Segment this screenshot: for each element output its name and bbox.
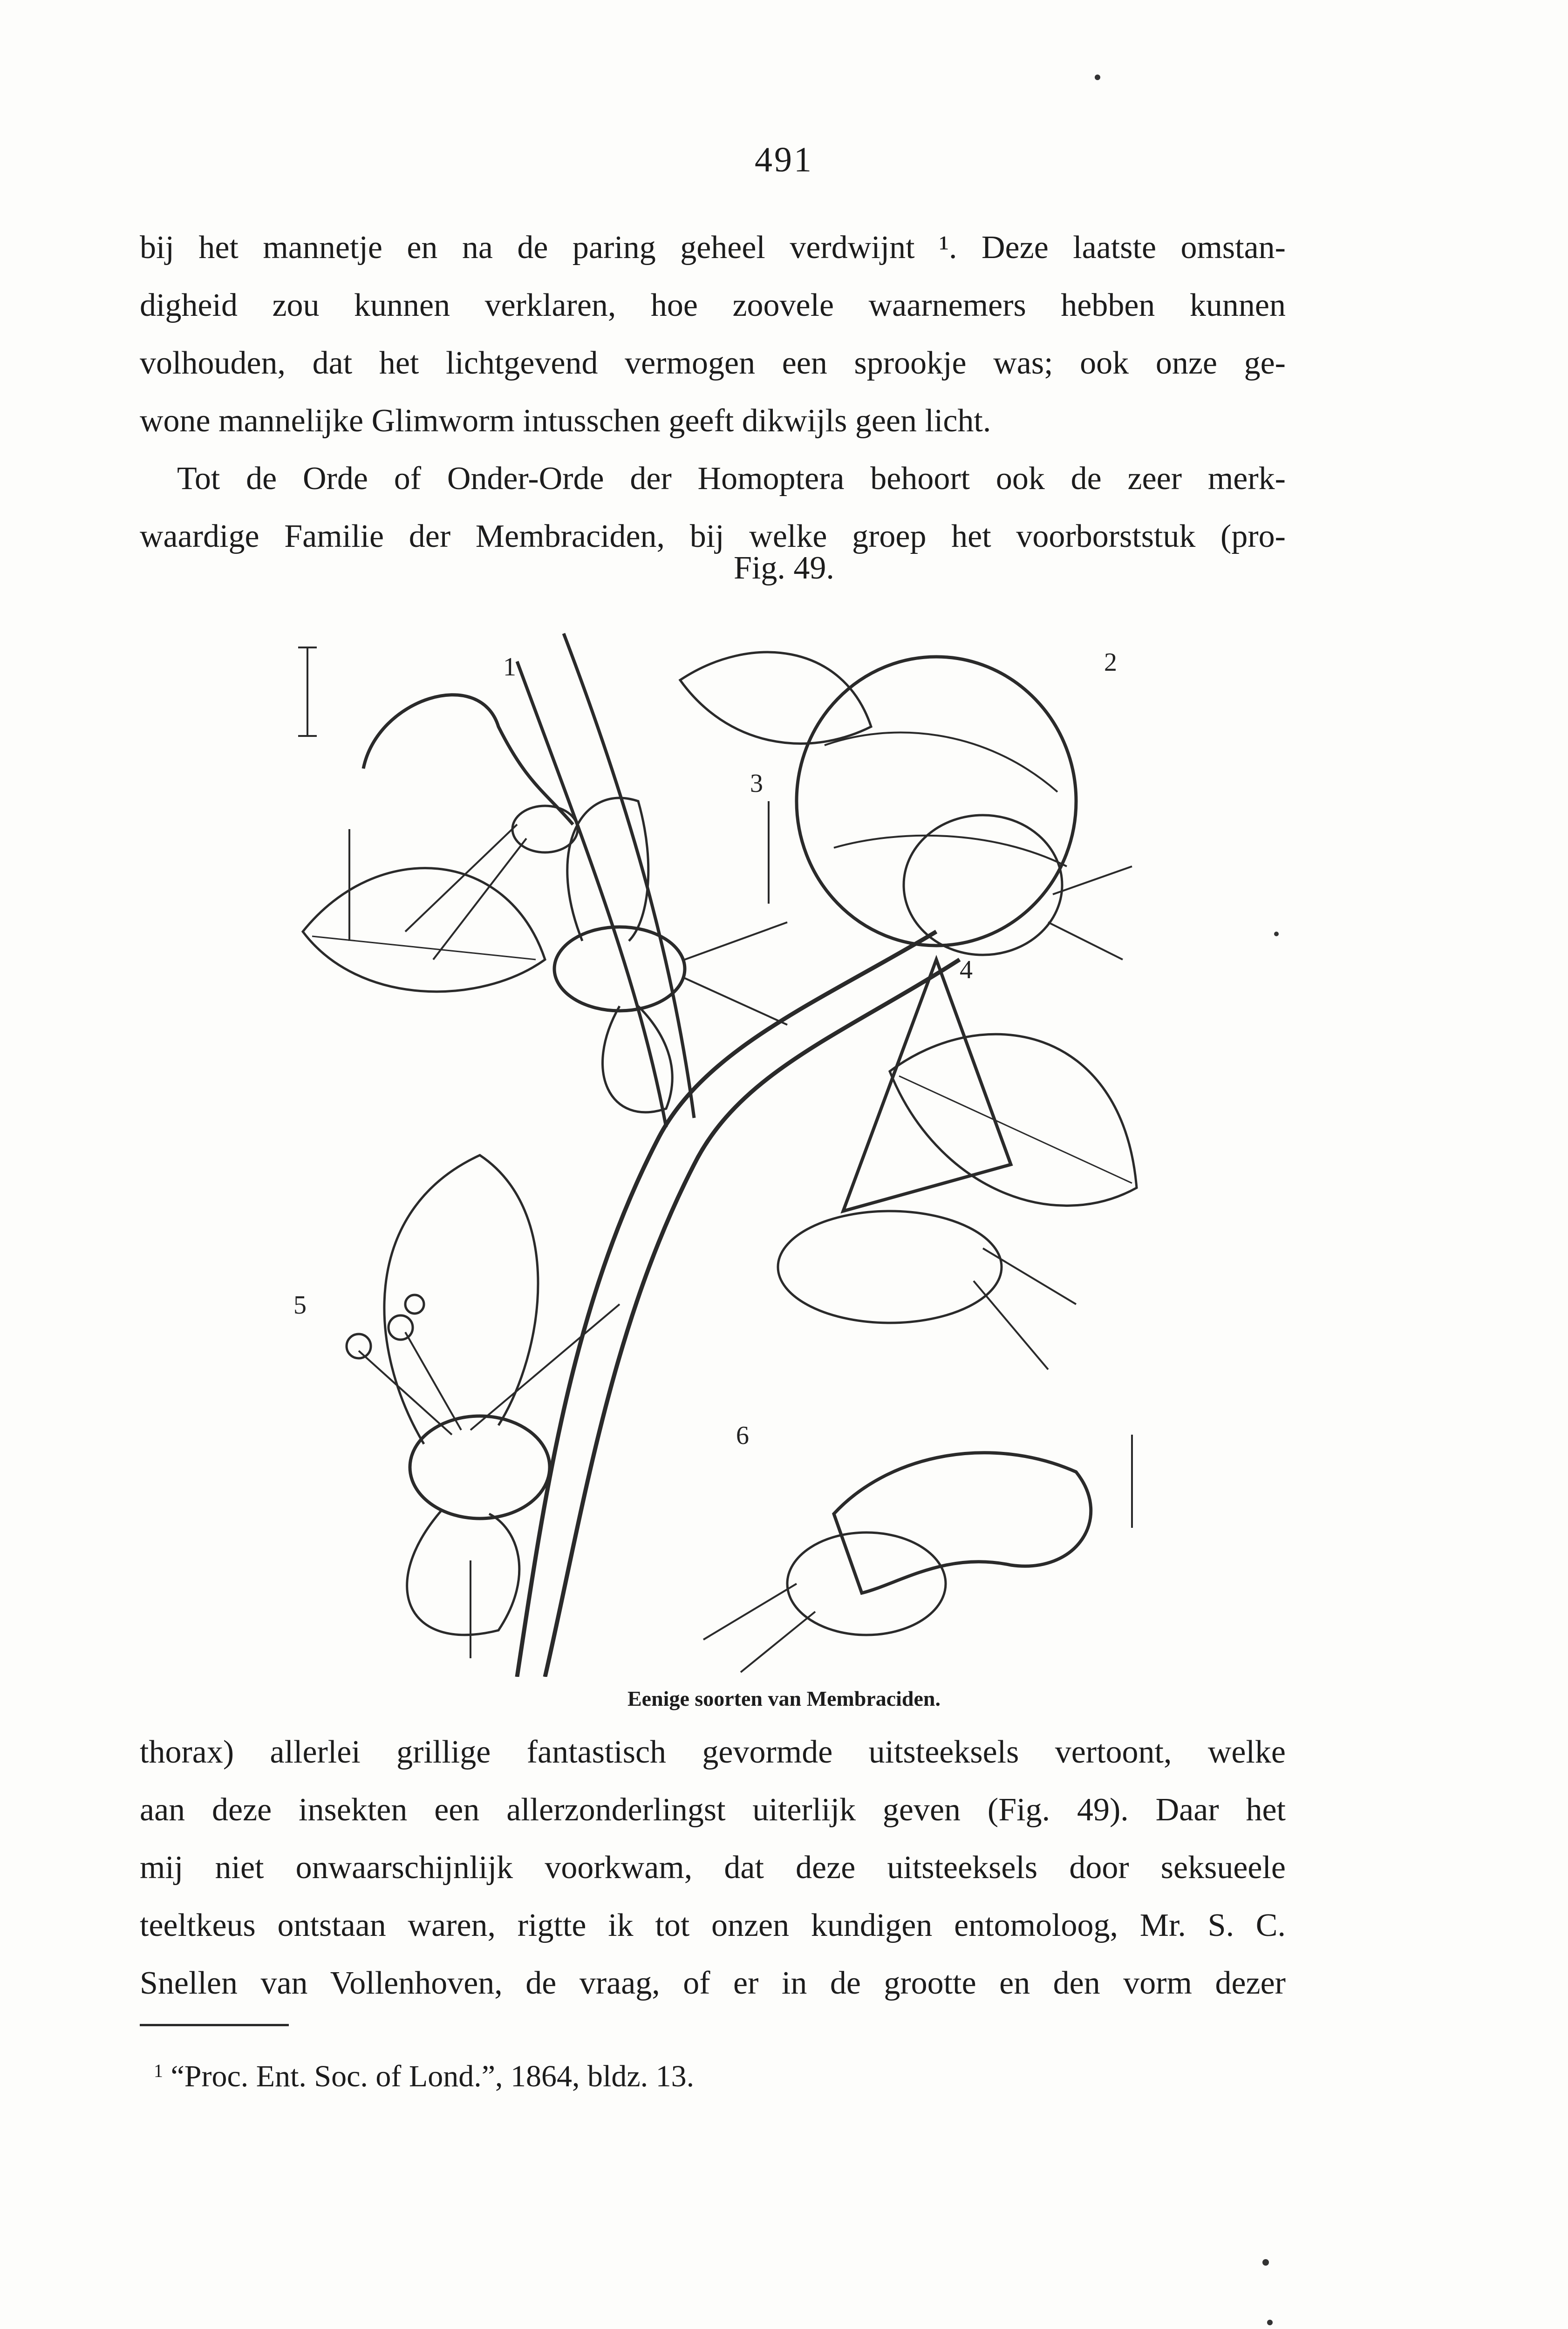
figure-number-6: 6 xyxy=(736,1421,749,1450)
text-line: Snellen van Vollenhoven, de vraag, of er in de grootte en den vorm dezer xyxy=(140,1965,1286,2001)
figure-number-5: 5 xyxy=(293,1291,307,1320)
text-line: teeltkeus ontstaan waren, rigtte ik tot onzen kundigen entomoloog, Mr. S. C. xyxy=(140,1907,1286,1943)
print-speck xyxy=(1274,932,1279,936)
figure-label: Fig. 49. xyxy=(734,550,834,586)
figure-caption: Eenige soorten van Membraciden. xyxy=(627,1687,941,1710)
paragraph-bottom xyxy=(140,1723,1286,2012)
text-line: bij het mannetje en na de paring geheel verdwijnt ¹. Deze laatste omstan- xyxy=(140,230,1286,266)
figure-number-2: 2 xyxy=(1104,648,1117,677)
text-line: digheid zou kunnen verklaren, hoe zoovele waarnemers hebben kunnen xyxy=(140,287,1286,323)
text-line: wone mannelijke Glimworm intusschen geeft dikwijls geen licht. xyxy=(140,403,991,439)
figure-number-3: 3 xyxy=(750,769,763,798)
paragraph-top xyxy=(140,219,1286,565)
footnote-text: “Proc. Ent. Soc. of Lond.”, 1864, bldz. 13. xyxy=(170,2059,695,2093)
footnote-divider xyxy=(140,2024,289,2026)
membracid-illustration xyxy=(284,606,1160,1677)
print-speck xyxy=(1267,2320,1273,2325)
text-line: Tot de Orde of Onder-Orde der Homoptera behoort ook de zeer merk- xyxy=(177,461,1286,497)
print-speck xyxy=(1262,2259,1269,2266)
footnote-marker: 1 xyxy=(154,2060,163,2081)
text-line: aan deze insekten een allerzonderlingst uiterlijk geven (Fig. 49). Daar het xyxy=(140,1792,1286,1828)
figure-number-1: 1 xyxy=(503,653,516,681)
figure-number-4: 4 xyxy=(960,955,973,984)
text-line: volhouden, dat het lichtgevend vermogen een sprookje was; ook onze ge- xyxy=(140,345,1286,381)
text-line: mij niet onwaarschijnlijk voorkwam, dat deze uitsteeksels door seksueele xyxy=(140,1850,1286,1886)
page-number: 491 xyxy=(755,140,813,179)
text-line: thorax) allerlei grillige fantastisch gevormde uitsteeksels vertoont, welke xyxy=(140,1734,1286,1770)
print-speck xyxy=(1095,75,1100,80)
text-line: waardige Familie der Membraciden, bij welke groep het voorborststuk (pro- xyxy=(140,518,1286,554)
footnote xyxy=(154,2059,694,2094)
